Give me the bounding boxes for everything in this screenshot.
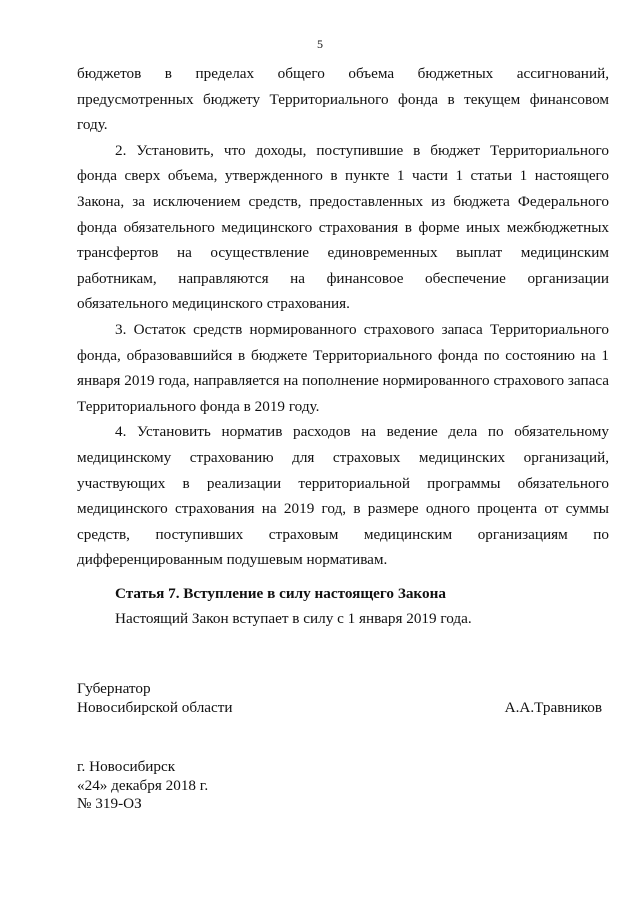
law-body-text [77,61,609,573]
law-number: № 319-ОЗ [77,795,142,812]
signature-block [77,679,602,717]
page-number: 5 [317,37,323,51]
signer-title: Губернатор [77,680,151,697]
signer-row [77,698,602,717]
place-date-block [77,758,208,814]
signer-region: Новосибирской области [77,699,233,716]
paragraph-item-3: 3. Остаток средств нормированного страхового запаса Территориального фонда, образовавшийся в бюджете Территориального фонда по состоянию на 1 января 2019 года, направляется на пополнение нормированного страхового запаса Территориального фонда в 2019 году. [77,320,609,415]
signer-name: А.А.Травников [504,699,602,716]
paragraph-continuation: бюджетов в пределах общего объема бюджетных ассигнований, предусмотренных бюджету Территориального фонда в текущем финансовом году. [77,65,609,134]
law-date: «24» декабря 2018 г. [77,776,209,794]
paragraph-item-2: 2. Установить, что доходы, поступившие в бюджет Территориального фонда сверх объема, утвержденного в пункте 1 части 1 статьи 1 настоящего Закона, за исключением средств, предоставленных из бюджета Федерального фонда обязательного медицинского страхования в форме иных межбюджетных трансфертов на осуществление единовременных выплат медицинским работникам, направляются на финансовое обеспечение организации обязательного медицинского страхования. [77,141,609,313]
article-7-heading: Статья 7. Вступление в силу настоящего Закона [115,585,446,602]
city: г. Новосибирск [77,758,176,775]
paragraph-item-4: 4. Установить норматив расходов на ведение дела по обязательному медицинскому страхованию для страховых медицинских организаций, участвующих в реализации территориальной программы обязательного медицинского страхования на 2019 год, в размере одного процента от суммы средств, поступивших страховым медицинским организациям по дифференцированным подушевым нормативам. [77,423,609,569]
article-7-text: Настоящий Закон вступает в силу с 1 января 2019 года. [115,610,472,627]
